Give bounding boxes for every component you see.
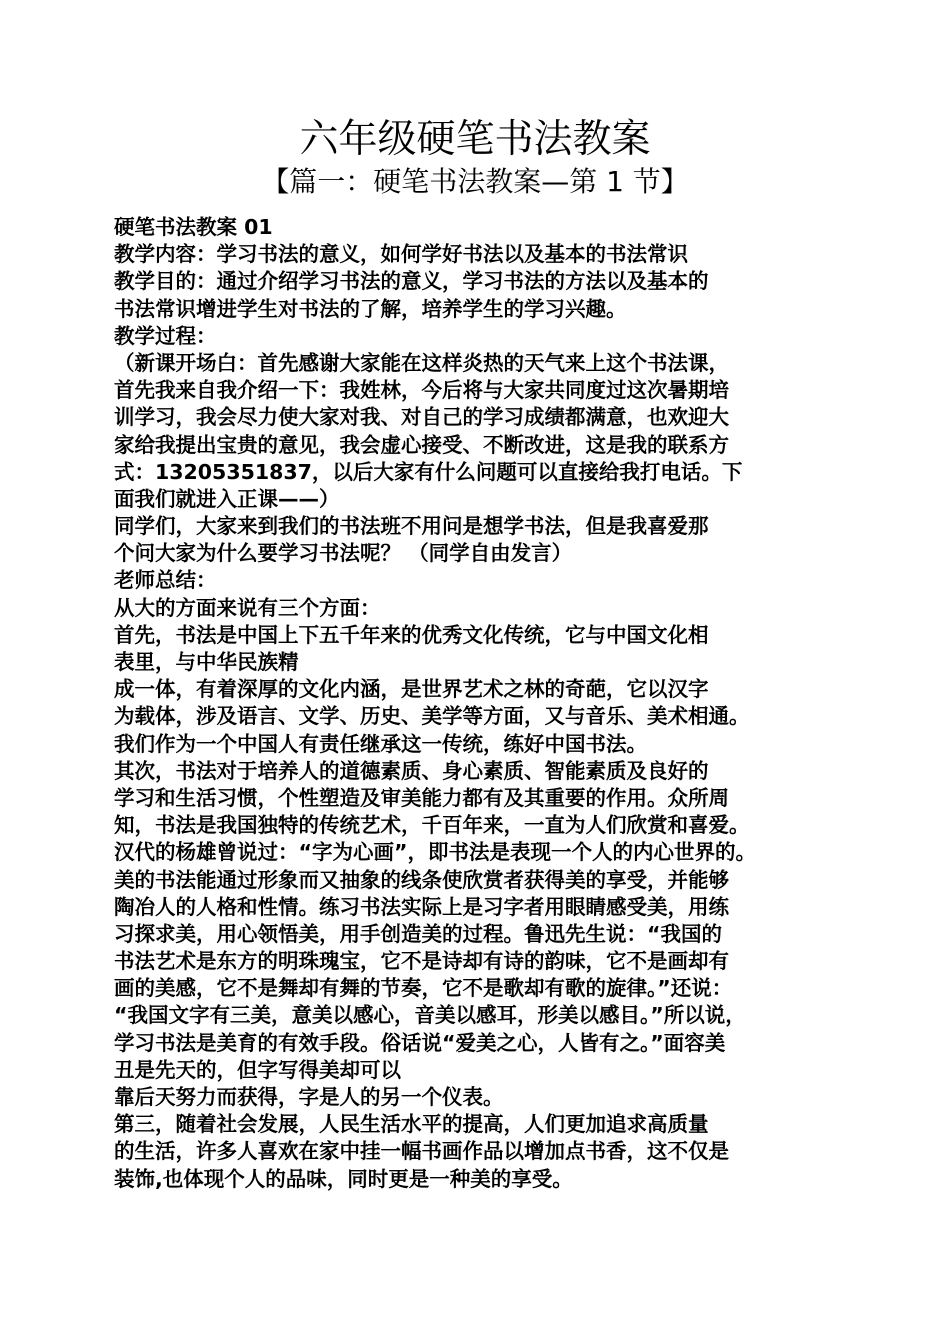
body-line: 装饰,也体现个人的品味，同时更是一种美的享受。 (114, 1166, 573, 1191)
body-line: 从大的方面来说有三个方面： (114, 595, 381, 620)
body-line: 第三，随着社会发展，人民生活水平的提高，人们更加追求高质量 (114, 1112, 709, 1137)
body-line: 教学过程： (114, 323, 217, 348)
document-body (114, 214, 844, 1193)
body-line: 个问大家为什么要学习书法呢？ （同学自由发言） (114, 541, 573, 566)
body-line: 首先，书法是中国上下五千年来的优秀文化传统，它与中国文化相 (114, 622, 709, 647)
body-line: 汉代的杨雄曾说过：“字为心画”，即书法是表现一个人的内心世界的。 (114, 840, 756, 865)
body-line: 成一体，有着深厚的文化内涵，是世界艺术之林的奇葩，它以汉字 (114, 677, 709, 702)
body-line: 首先我来自我介绍一下：我姓林，今后将与大家共同度过这次暑期培 (114, 378, 729, 403)
body-line: 同学们，大家来到我们的书法班不用问是想学书法，但是我喜爱那 (114, 514, 709, 539)
body-line: 学习和生活习惯，个性塑造及审美能力都有及其重要的作用。众所周 (114, 785, 729, 810)
body-line: 家给我提出宝贵的意见，我会虚心接受、不断改进，这是我的联系方 (114, 432, 729, 457)
body-line: 的生活，许多人喜欢在家中挂一幅书画作品以增加点书香，这不仅是 (114, 1139, 729, 1164)
body-line: 式：13205351837，以后大家有什么问题可以直接给我打电话。下 (114, 459, 743, 484)
body-line: 画的美感，它不是舞却有舞的节奏，它不是歌却有歌的旋律。”还说： (114, 976, 733, 1001)
body-line: 教学内容：学习书法的意义，如何学好书法以及基本的书法常识 (114, 242, 688, 267)
body-line: 知，书法是我国独特的传统艺术，千百年来，一直为人们欣赏和喜爱。 (114, 813, 750, 838)
body-line: 习探求美，用心领悟美，用手创造美的过程。鲁迅先生说：“我国的 (114, 921, 722, 946)
body-line: 书法常识增进学生对书法的了解，培养学生的学习兴趣。 (114, 296, 627, 321)
body-line: 为载体，涉及语言、文学、历史、美学等方面，又与音乐、美术相通。 (114, 704, 750, 729)
body-line: （新课开场白：首先感谢大家能在这样炎热的天气来上这个书法课， (114, 350, 729, 375)
document-subtitle: 【篇一：硬笔书法教案—第 1 节】 (261, 165, 689, 198)
body-line: 训学习，我会尽力使大家对我、对自己的学习成绩都满意，也欢迎大 (114, 405, 729, 430)
body-line: “我国文字有三美，意美以感心，音美以感耳，形美以感目。”所以说， (114, 1003, 746, 1028)
body-line: 学习书法是美育的有效手段。俗话说“爱美之心，人皆有之。”面容美 (114, 1030, 726, 1055)
body-line: 丑是先天的，但字写得美却可以 (114, 1057, 401, 1082)
body-line: 其次，书法对于培养人的道德素质、身心素质、智能素质及良好的 (114, 758, 709, 783)
body-line: 教学目的：通过介绍学习书法的意义，学习书法的方法以及基本的 (114, 269, 709, 294)
body-line: 书法艺术是东方的明珠瑰宝，它不是诗却有诗的韵味，它不是画却有 (114, 949, 729, 974)
body-line: 表里，与中华民族精 (114, 650, 299, 674)
body-line: 陶冶人的人格和性情。练习书法实际上是习字者用眼睛感受美，用练 (114, 894, 729, 919)
body-line: 面我们就进入正课——） (114, 486, 340, 511)
body-line: 老师总结： (114, 568, 217, 593)
document-title: 六年级硬笔书法教案 (299, 117, 651, 162)
body-line: 美的书法能通过形象而又抽象的线条使欣赏者获得美的享受，并能够 (114, 867, 729, 892)
body-line: 靠后天努力而获得，字是人的另一个仪表。 (114, 1085, 504, 1109)
body-line: 硬笔书法教案 01 (114, 215, 273, 239)
body-line: 我们作为一个中国人有责任继承这一传统，练好中国书法。 (114, 731, 647, 756)
